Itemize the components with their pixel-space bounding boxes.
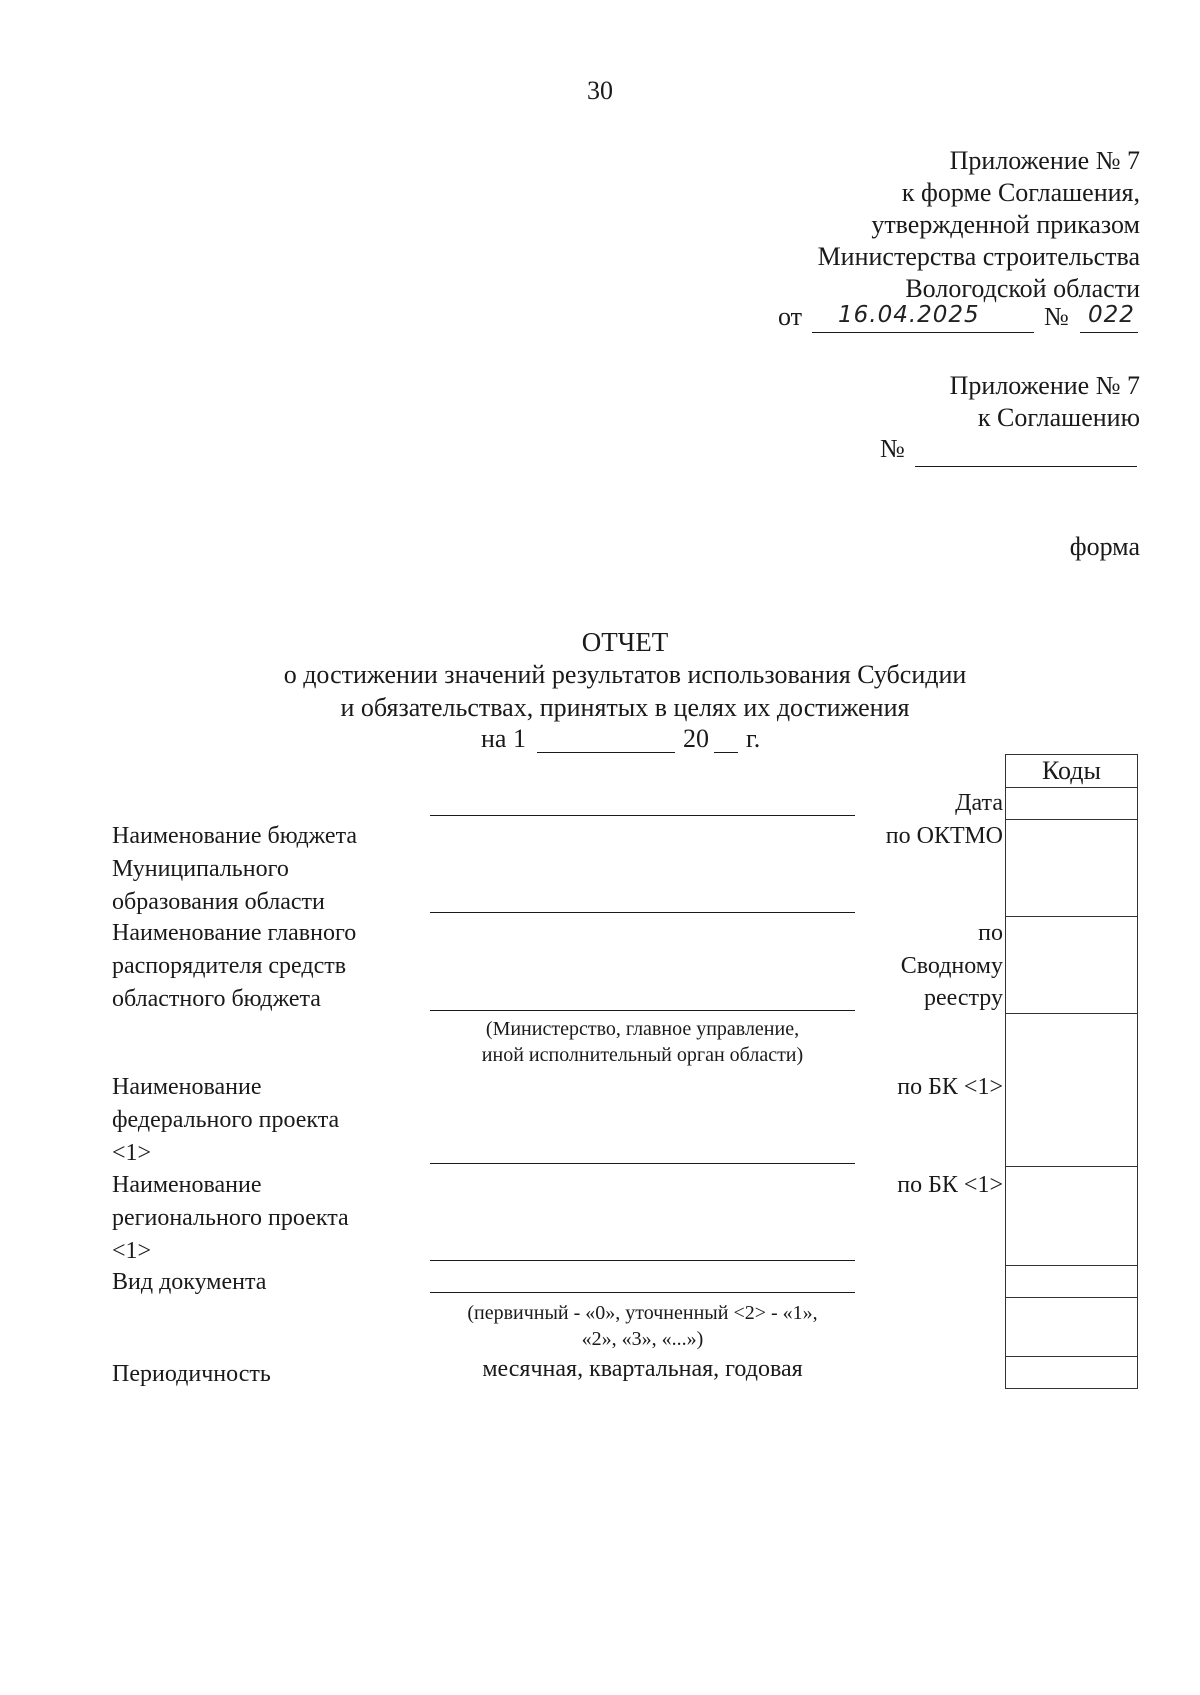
fill-line-regional[interactable] — [430, 1260, 855, 1261]
codes-header: Коды — [1042, 756, 1101, 785]
agreement-line-1: Приложение № 7 — [949, 371, 1140, 400]
doc-type-note — [420, 1300, 865, 1352]
label-date: Дата — [955, 790, 1003, 816]
codes-row-bk2 — [1005, 1166, 1138, 1167]
fill-line-date[interactable] — [430, 815, 855, 816]
codes-row-date — [1005, 787, 1138, 788]
form-label: форма — [1069, 532, 1140, 561]
field-doc-type-label: Вид документа — [112, 1269, 267, 1295]
appendix-line-1: Приложение № 7 — [949, 146, 1140, 175]
field-budget-line-1: Наименование бюджета — [112, 823, 358, 849]
fill-line-federal[interactable] — [430, 1163, 855, 1164]
fill-line-doc-type[interactable] — [430, 1292, 855, 1293]
label-svod-2: Сводному — [900, 953, 1003, 979]
report-year-suffix: г. — [746, 724, 761, 753]
report-subtitle-2: и обязательствах, принятых в целях их достижения — [340, 693, 910, 722]
manager-note-line-2: иной исполнительный орган области) — [481, 1044, 804, 1066]
report-title: ОТЧЕТ — [581, 627, 669, 657]
order-number-prefix: № — [1044, 302, 1069, 331]
field-manager-label — [112, 917, 356, 1016]
codes-row-svod — [1005, 916, 1138, 917]
field-budget-label — [112, 820, 357, 919]
field-manager-line-3: областного бюджета — [112, 986, 321, 1012]
page-number: 30 — [587, 76, 613, 105]
order-date-underline — [812, 332, 1034, 333]
label-bk-1: по БК <1> — [897, 1074, 1003, 1100]
field-regional-label — [112, 1169, 349, 1268]
agreement-number-underline — [915, 466, 1137, 467]
codes-row-doc1 — [1005, 1265, 1138, 1266]
periodicity-value: месячная, квартальная, годовая — [482, 1356, 803, 1382]
label-svod-1: по — [978, 920, 1003, 946]
appendix-line-5: Вологодской области — [905, 274, 1140, 303]
order-date-prefix: от — [778, 302, 803, 331]
report-year-prefix: 20 — [683, 724, 709, 753]
codes-row-period — [1005, 1356, 1138, 1357]
report-subtitle-1: о достижении значений результатов использования Субсидии — [283, 660, 967, 689]
label-oktmo: по ОКТМО — [885, 823, 1003, 849]
agreement-line-2: к Соглашению — [977, 403, 1140, 432]
appendix-line-2: к форме Соглашения, — [901, 178, 1140, 207]
report-date-underline — [537, 752, 675, 753]
agreement-block — [740, 370, 1140, 434]
agreement-number-prefix: № — [880, 434, 905, 463]
appendix-line-3: утвержденной приказом — [871, 210, 1140, 239]
field-federal-label — [112, 1071, 339, 1170]
field-regional-line-1: Наименование — [112, 1172, 262, 1198]
codes-row-doc2 — [1005, 1297, 1138, 1298]
manager-note — [430, 1016, 855, 1068]
fill-line-budget[interactable] — [430, 912, 855, 913]
doc-type-note-line-1: (первичный - «0», уточненный <2> - «1», — [467, 1302, 818, 1324]
field-regional-line-2: регионального проекта — [112, 1205, 349, 1231]
order-number-underline — [1080, 332, 1138, 333]
field-federal-line-3: <1> — [112, 1140, 152, 1166]
field-regional-line-3: <1> — [112, 1238, 152, 1264]
fill-line-manager[interactable] — [430, 1010, 855, 1011]
codes-table — [1005, 754, 1138, 1389]
report-year-underline — [714, 752, 738, 753]
order-date-handwritten: 16.04.2025 — [838, 302, 980, 328]
field-periodicity-label: Периодичность — [112, 1361, 271, 1387]
manager-note-line-1: (Министерство, главное управление, — [485, 1018, 800, 1040]
field-federal-line-1: Наименование — [112, 1074, 262, 1100]
field-federal-line-2: федерального проекта — [112, 1107, 340, 1133]
field-manager-line-2: распорядителя средств — [112, 953, 347, 979]
codes-row-oktmo — [1005, 819, 1138, 820]
order-number-handwritten: 022 — [1088, 302, 1135, 328]
field-budget-line-2: Муниципального — [112, 856, 289, 882]
codes-row-bk1 — [1005, 1013, 1138, 1014]
appendix-line-4: Министерства строительства — [817, 242, 1140, 271]
field-manager-line-1: Наименование главного — [112, 920, 357, 946]
report-date-prefix: на 1 — [481, 724, 526, 753]
label-bk-2: по БК <1> — [897, 1172, 1003, 1198]
appendix-block — [640, 145, 1140, 305]
field-budget-line-3: образования области — [112, 889, 325, 915]
label-svod-3: реестру — [923, 985, 1003, 1011]
doc-type-note-line-2: «2», «3», «...») — [581, 1328, 704, 1350]
